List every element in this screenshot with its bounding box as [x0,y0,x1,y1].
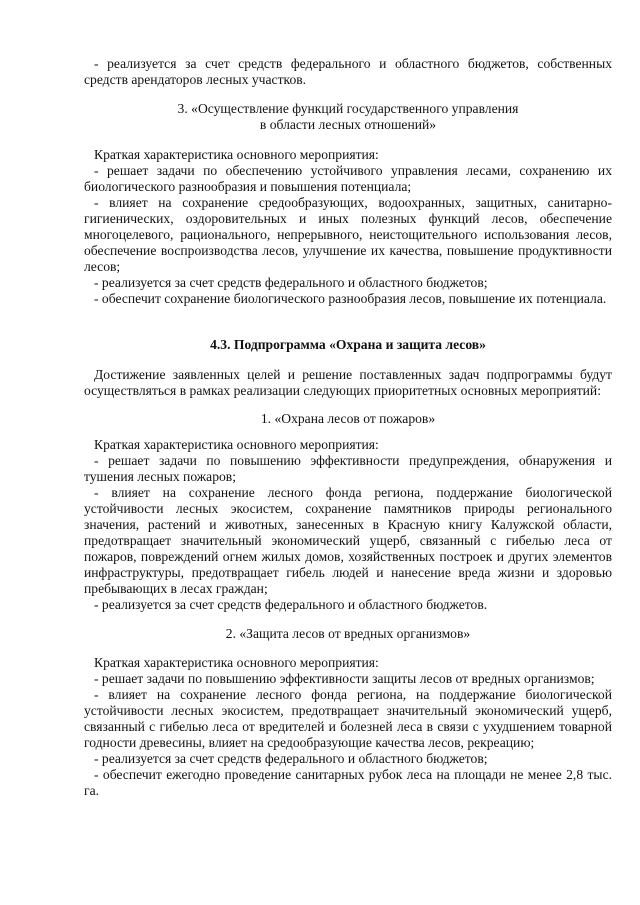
measure-2-item-1: - решает задачи по повышению эффективности защиты лесов от вредных организмов; [94,671,595,686]
section-3-title-line1: 3. «Осуществление функций государственного управления [177,101,519,116]
measure-2-item-3: - реализуется за счет средств федерального и областного бюджетов; [94,751,488,766]
measure-2-title: 2. «Защита лесов от вредных организмов» [225,626,471,641]
measure-1-item-1: - решает задачи по повышению эффективности предупреждения, обнаружения и тушения лесных пожаров; [84,453,612,484]
top-paragraph: - реализуется за счет средств федерального и областного бюджетов, собственных средств арендаторов лесных участков. [84,56,612,87]
measure-2-item-4: - обеспечит ежегодно проведение санитарных рубок леса на площади не менее 2,8 тыс. га. [84,767,612,798]
section-3-item-3: - реализуется за счет средств федерального и областного бюджетов; [94,275,488,290]
section-3-item-4: - обеспечит сохранение биологического разнообразия лесов, повышение их потенциала. [94,291,607,306]
measure-1-intro: Краткая характеристика основного мероприятия: [94,437,379,452]
section-3-intro: Краткая характеристика основного мероприятия: [94,147,379,162]
section-3-item-1: - решает задачи по обеспечению устойчивого управления лесами, сохранению их биологического разнообразия и повышения потенциала; [84,163,612,194]
section-3-title-line2: в области лесных отношений» [259,117,437,132]
measure-1-item-2: - влияет на сохранение лесного фонда региона, поддержание биологической устойчивости лесных экосистем, сохранение памятников природы регионального значения, растений и животных, занесенных в Красную книгу Калужской области, предотвращает значительный экономический ущерб, связанный с гибелью леса от пожаров, повреждений огнем жилых домов, хозяйственных построек и других элементов инфраструктуры, предотвращает гибель людей и нанесение вреда жизни и здоровью пребывающих в лесах граждан; [84,485,612,596]
subprogram-heading: 4.3. Подпрограмма «Охрана и защита лесов» [210,337,486,352]
measure-2-intro: Краткая характеристика основного мероприятия: [94,655,379,670]
subprogram-intro: Достижение заявленных целей и решение поставленных задач подпрограммы будут осуществляться в рамках реализации следующих приоритетных основных мероприятий: [84,367,612,398]
measure-1-title: 1. «Охрана лесов от пожаров» [260,411,436,426]
measure-1-item-3: - реализуется за счет средств федерального и областного бюджетов. [94,597,488,612]
section-3-item-2: - влияет на сохранение средообразующих, водоохранных, защитных, санитарно-гигиенических, оздоровительных и иных полезных функций лесов, обеспечение многоцелевого, рационального, непрерывного, неистощительного использования лесов, обеспечение воспроизводства лесов, улучшение их качества, повышение продуктивности лесов; [84,195,612,274]
measure-2-item-2: - влияет на сохранение лесного фонда региона, на поддержание биологической устойчивости лесных экосистем, предотвращает значительный экономический ущерб, связанный с гибелью леса от вредителей и болезней леса в связи с ухудшением товарной годности древесины, влияет на средообразующие качества лесов, рекреацию; [84,687,612,750]
